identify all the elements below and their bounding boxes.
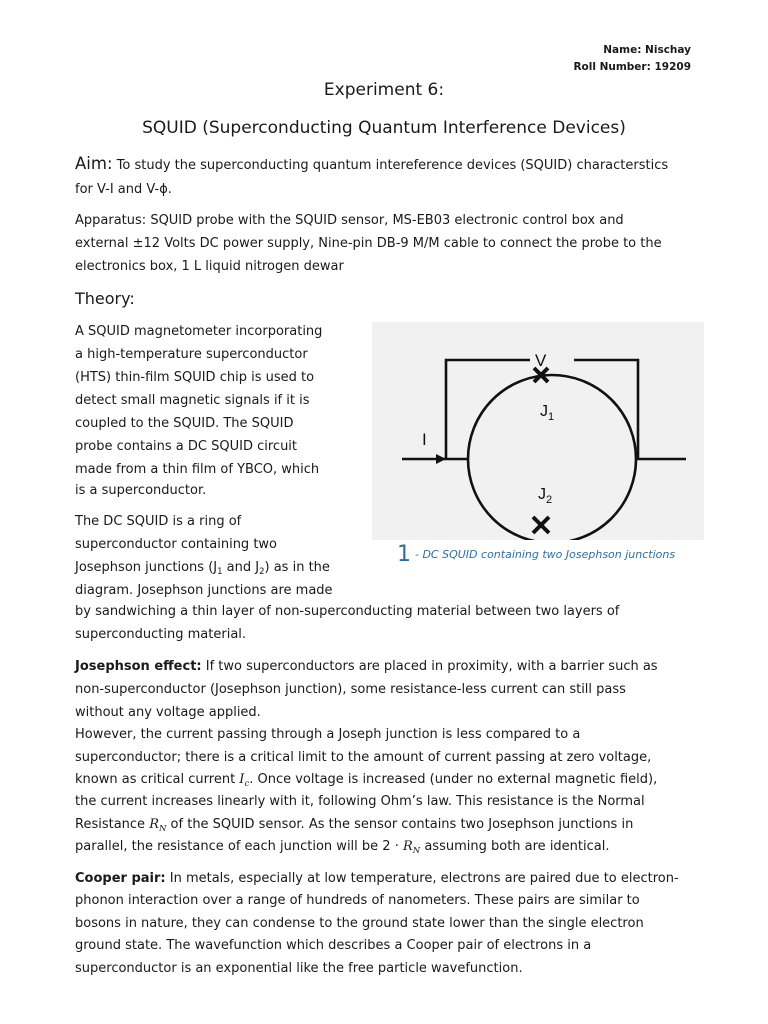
cooper-line: phonon interaction over a range of hundreds of nanometers. These pairs are similar to [75,893,640,908]
apparatus-label: Apparatus: [75,213,147,228]
squid-title: SQUID (Superconducting Quantum Interference Devices) [142,118,626,138]
text-run: . Once voltage is increased (under no external magnetic field), [249,772,658,787]
cooper-line: ground state. The wavefunction which describes a Cooper pair of electrons in a [75,938,592,953]
josephson-line: However, the current passing through a Joseph junction is less compared to a [75,727,581,742]
superconducting-ring [468,375,636,540]
text-run: If two superconductors are placed in proximity, with a barrier such as [205,659,658,674]
squid-diagram [372,322,704,540]
aim-text-1: To study the superconducting quantum intereference devices (SQUID) characterstics [116,158,669,173]
theory-para1-line: is a superconductor. [75,483,207,498]
label-j2-sub: 2 [546,494,553,506]
text-run: and J [222,560,260,575]
label-v: V [535,351,547,370]
label-j1-text: J [540,403,548,420]
figure-number: 1 [397,542,411,567]
theory-para1-line: a high-temperature superconductor [75,347,308,362]
text-run: known as critical current [75,772,240,787]
subscript: 2 [259,567,265,577]
theory-para2-line: The DC SQUID is a ring of [75,514,242,529]
apparatus-line-2: external ±12 Volts DC power supply, Nine-pin DB-9 M/M cable to connect the probe to the [75,236,662,251]
aim-line-2: for V-I and V-ϕ. [75,182,172,197]
math-symbol: I [239,772,245,787]
cooper-line: superconductor is an exponential like the free particle wavefunction. [75,961,523,976]
text-run: assuming both are identical. [420,839,610,854]
experiment-title: Experiment 6: [323,80,445,100]
josephson-line: non-superconductor (Josephson junction), some resistance-less current can still pass [75,682,626,697]
theory-para1-line: coupled to the SQUID. The SQUID [75,416,294,431]
josephson-label: Josephson effect: [75,659,202,674]
theory-para2-line: by sandwiching a thin layer of non-superconducting material between two layers of [75,604,620,619]
author-name: Name: Nischay [603,44,691,56]
squid-circuit-svg [372,322,704,540]
aim-label: Aim: [75,154,113,173]
cooper-line-1 [75,868,679,891]
label-j1 [540,403,554,423]
theory-para2-line: diagram. Josephson junctions are made [75,583,333,598]
theory-para2-line: superconductor containing two [75,537,278,552]
aim-line-1 [75,153,668,178]
josephson-line: without any voltage applied. [75,705,261,720]
josephson-line: the current increases linearly with it, following Ohm’s law. This resistance is the Normal [75,794,645,809]
figure-caption [397,542,675,567]
cooper-label: Cooper pair: [75,871,166,886]
voltage-probe-left [446,360,530,459]
apparatus-text-1: SQUID probe with the SQUID sensor, MS-EB03 electronic control box and [150,213,624,228]
text-run: ) as in the [264,560,330,575]
math-symbol: R [402,839,413,854]
josephson-line-1 [75,656,658,679]
voltage-probe-right [574,360,638,459]
label-j1-sub: 1 [548,411,555,423]
theory-para1-line: detect small magnetic signals if it is [75,393,310,408]
text-run: Resistance [75,817,150,832]
label-j2-text: J [538,486,546,503]
label-i: I [422,430,427,449]
text-run: In metals, especially at low temperature, electrons are paired due to electron- [169,871,679,886]
current-arrow-icon [436,454,446,464]
label-j2 [538,486,552,506]
text-run: Josephson junctions (J [75,560,218,575]
josephson-line: superconductor; there is a critical limit to the amount of current passing at zero voltage, [75,750,652,765]
theory-para1-line: (HTS) thin-film SQUID chip is used to [75,370,315,385]
text-run: of the SQUID sensor. As the sensor contains two Josephson junctions in [166,817,634,832]
cooper-line: bosons in nature, they can condense to the ground state lower than the single electron [75,916,644,931]
apparatus-line-1 [75,210,624,233]
josephson-line [75,836,609,863]
roll-number: Roll Number: 19209 [573,61,691,73]
figure-caption-text: - DC SQUID containing two Josephson junctions [415,548,676,561]
theory-para1-line: probe contains a DC SQUID circuit [75,439,298,454]
math-symbol: R [149,817,159,832]
math-subscript: N [412,846,421,856]
theory-heading: Theory: [75,289,135,308]
math-subscript: N [158,824,167,834]
apparatus-line-3: electronics box, 1 L liquid nitrogen dewar [75,259,344,274]
math-subscript: c [244,779,250,789]
theory-para1-line: A SQUID magnetometer incorporating [75,324,323,339]
subscript: 1 [217,567,223,577]
theory-para2-line: superconducting material. [75,627,247,642]
text-run: parallel, the resistance of each junction will be 2 · [75,839,403,854]
theory-para1-line: made from a thin film of YBCO, which [75,462,320,477]
